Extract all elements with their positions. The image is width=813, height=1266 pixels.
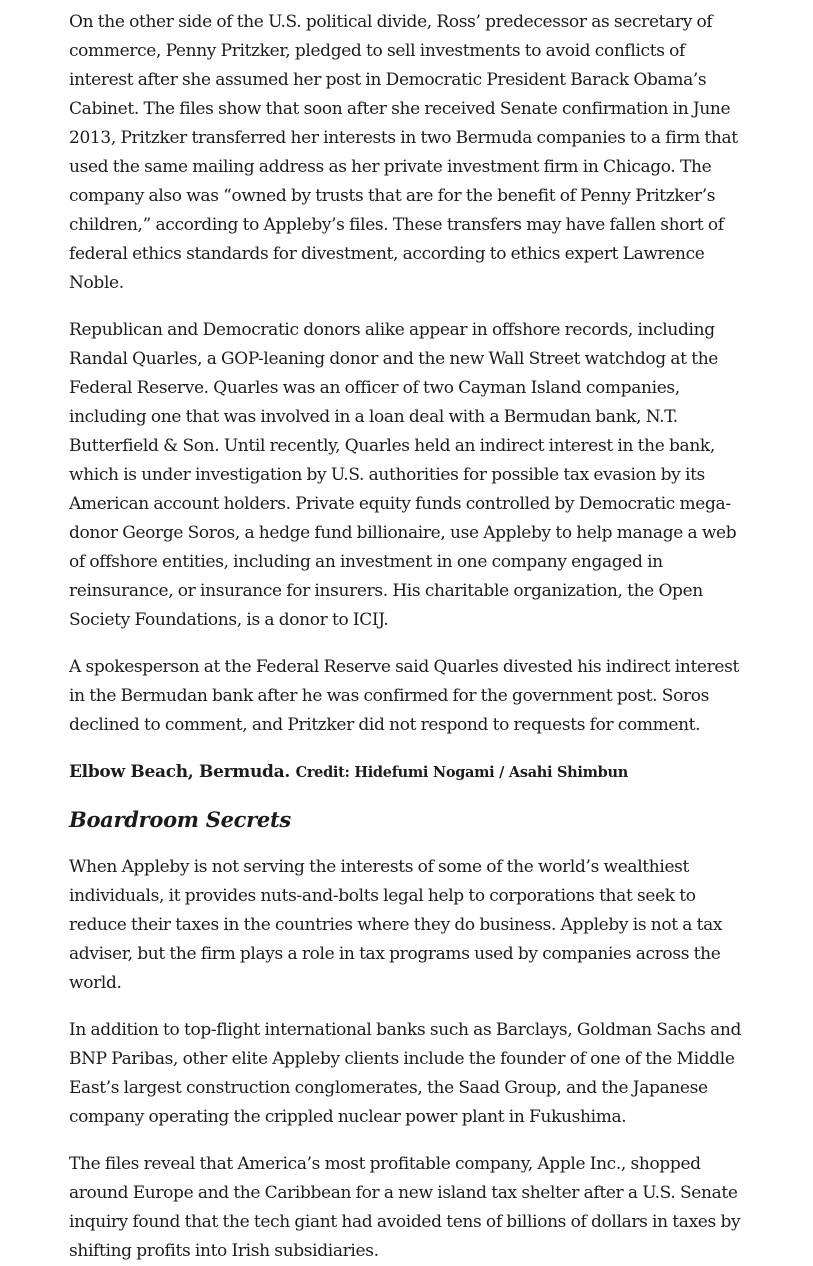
paragraph-responses: A spokesperson at the Federal Reserve said Quarles divested his indirect interest in the Bermudan bank after he was confirmed for the government post. Soros declined to comment, and Pritzker did not respond to requests for comment. [69, 657, 739, 735]
paragraph-pritzker: On the other side of the U.S. political divide, Ross’ predecessor as secretary of commerce, Penny Pritzker, pledged to sell investments to avoid conflicts of interest after she assumed her post in Democratic President Barack Obama’s Cabinet. The files show that soon after she received Senate confirmation in June 2013, Pritzker transferred her interests in two Bermuda companies to a firm that used the same mailing address as her private investment firm in Chicago. The company also was “owned by trusts that are for the benefit of Penny Pritzker’s children,” according to Appleby’s files. These transfers may have fallen short of federal ethics standards for divestment, according to ethics expert Lawrence Noble. [69, 12, 738, 293]
paragraph-clients: In addition to top-flight international banks such as Barclays, Goldman Sachs and BNP Paribas, other elite Appleby clients include the founder of one of the Middle East’s largest construction conglomerates, the Saad Group, and the Japanese company operating the crippled nuclear power plant in Fukushima. [69, 1020, 741, 1127]
paragraph-appleby-services: When Appleby is not serving the interests of some of the world’s wealthiest individuals, it provides nuts-and-bolts legal help to corporations that seek to reduce their taxes in the countries where they do business. Appleby is not a tax adviser, but the firm plays a role in tax programs used by companies across the world. [69, 857, 723, 993]
paragraph-quarles-soros: Republican and Democratic donors alike appear in offshore records, including Randal Quarles, a GOP-leaning donor and the new Wall Street watchdog at the Federal Reserve. Quarles was an officer of two Cayman Island companies, including one that was involved in a loan deal with a Bermudan bank, N.T. Butterfield & Son. Until recently, Quarles held an indirect interest in the bank, which is under investigation by U.S. authorities for possible tax evasion by its American account holders. Private equity funds controlled by Democratic mega-donor George Soros, a hedge fund billionaire, use Appleby to help manage a web of offshore entities, including an investment in one company engaged in reinsurance, or insurance for insurers. His charitable organization, the Open Society Foundations, is a donor to ICIJ. [69, 320, 737, 630]
paragraph-apple: The files reveal that America’s most profitable company, Apple Inc., shopped around Europe and the Caribbean for a new island tax shelter after a U.S. Senate inquiry found that the tech giant had avoided tens of billions of dollars in taxes by shifting profits into Irish subsidiaries. [69, 1154, 741, 1261]
section-heading: Boardroom Secrets [69, 807, 291, 832]
image-caption [69, 758, 749, 787]
caption-credit: Credit: Hidefumi Nogami / Asahi Shimbun [295, 764, 628, 781]
article-body [69, 8, 749, 1266]
caption-place: Elbow Beach, Bermuda. [69, 762, 290, 782]
